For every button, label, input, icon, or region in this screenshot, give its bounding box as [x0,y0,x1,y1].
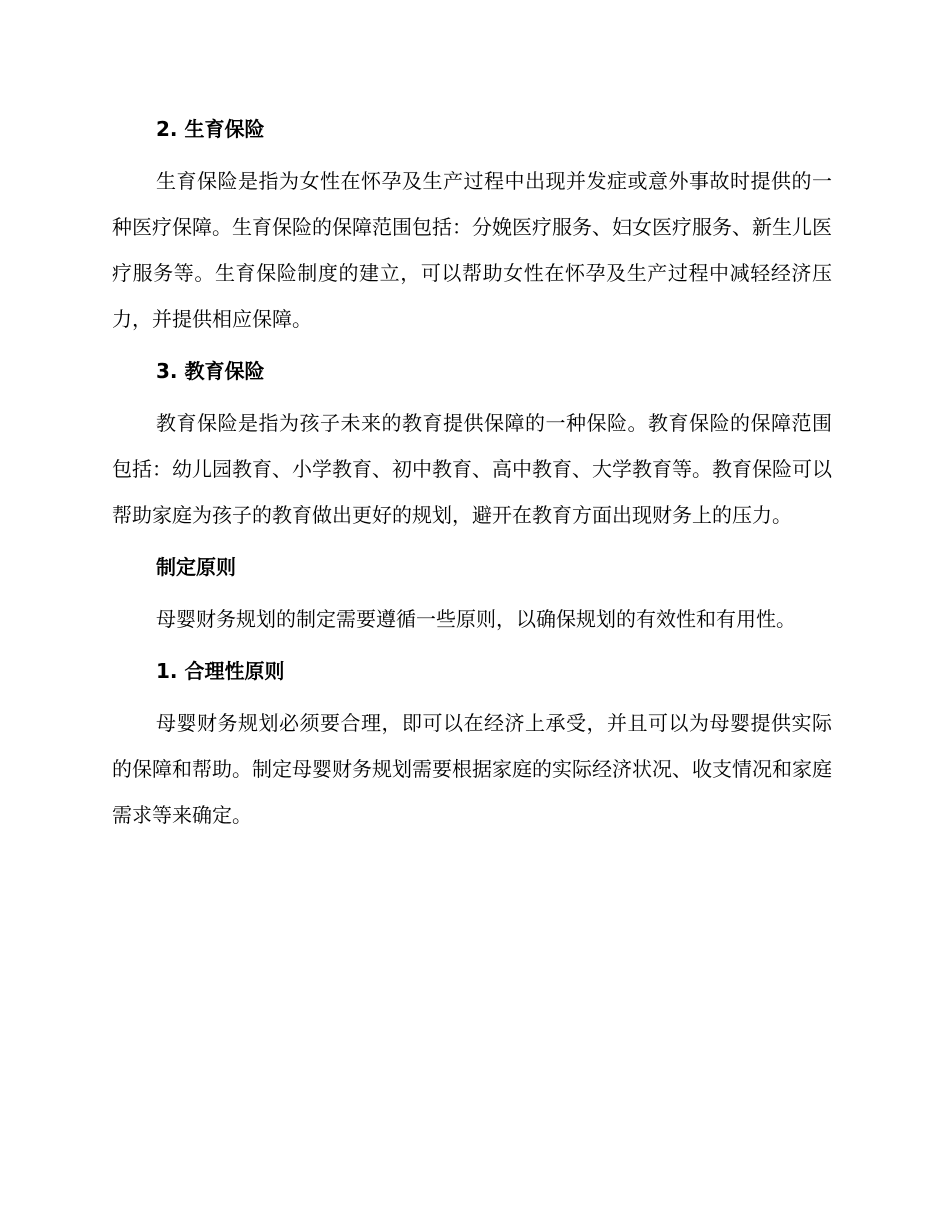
document-body [112,110,832,838]
paragraph-principles: 母婴财务规划的制定需要遵循一些原则，以确保规划的有效性和有用性。 [156,607,796,631]
spacer [112,342,832,352]
section-heading-rationality-principle: 1. 合理性原则 [156,659,285,683]
spacer [112,148,832,158]
section-heading-education-insurance: 3. 教育保险 [156,359,265,383]
paragraph-rationality-principle: 母婴财务规划必须要合理，即可以在经济上承受，并且可以为母婴提供实际的保障和帮助。制定母婴财务规划需要根据家庭的实际经济状况、收支情况和家庭需求等来确定。 [112,711,832,827]
paragraph-maternity-insurance: 生育保险是指为女性在怀孕及生产过程中出现并发症或意外事故时提供的一种医疗保障。生育保险的保障范围包括：分娩医疗服务、妇女医疗服务、新生儿医疗服务等。生育保险制度的建立，可以帮助女性在怀孕及生产过程中减轻经济压力，并提供相应保障。 [112,169,832,331]
spacer [112,390,832,400]
spacer [112,690,832,700]
spacer [112,538,832,548]
spacer [112,586,832,596]
paragraph-education-insurance: 教育保险是指为孩子未来的教育提供保障的一种保险。教育保险的保障范围包括：幼儿园教育、小学教育、初中教育、高中教育、大学教育等。教育保险可以帮助家庭为孩子的教育做出更好的规划，避开在教育方面出现财务上的压力。 [112,411,832,527]
spacer [112,642,832,652]
section-heading-principles: 制定原则 [156,555,236,579]
section-heading-maternity-insurance: 2. 生育保险 [156,117,265,141]
